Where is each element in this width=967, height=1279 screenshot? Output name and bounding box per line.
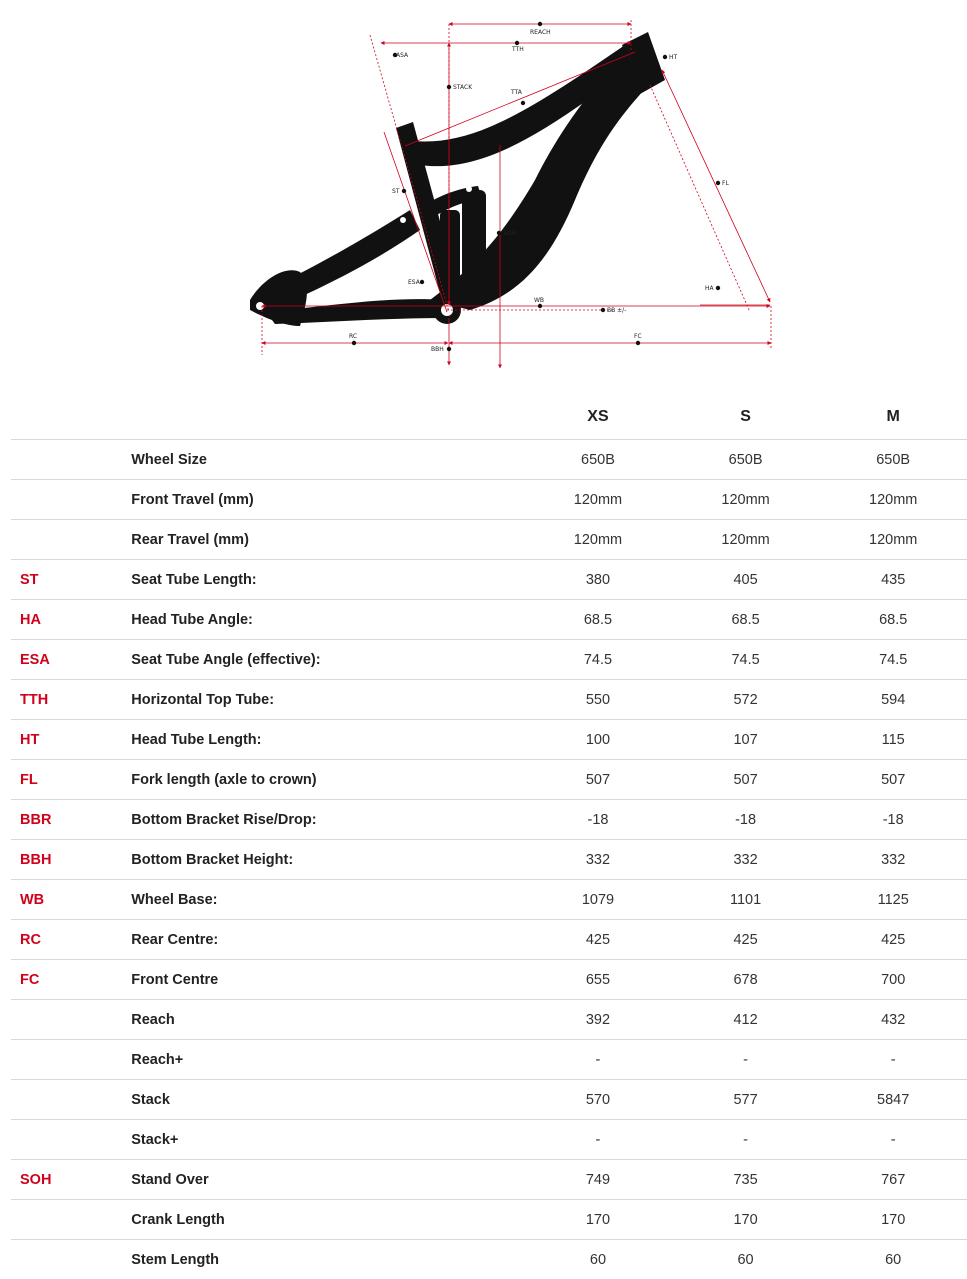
label-fc: FC — [634, 333, 642, 340]
table-row — [11, 600, 967, 640]
row-code: FC — [11, 960, 131, 1000]
label-ha: HA — [705, 285, 715, 292]
label-tth: TTH — [511, 46, 524, 53]
value-xs: -18 — [524, 800, 672, 840]
value-xs: 425 — [524, 920, 672, 960]
row-label: Front Travel (mm) — [131, 480, 524, 520]
label-stack: STACK — [453, 84, 473, 91]
value-m: -18 — [819, 800, 967, 840]
row-label: Stack+ — [131, 1120, 524, 1160]
value-s: 1101 — [672, 880, 820, 920]
value-xs: 507 — [524, 760, 672, 800]
row-code — [11, 1080, 131, 1120]
label-reach: REACH — [530, 29, 551, 36]
value-s: 120mm — [672, 520, 820, 560]
value-xs: 100 — [524, 720, 672, 760]
table-row — [11, 840, 967, 880]
bike-frame — [250, 32, 665, 326]
row-code: ST — [11, 560, 131, 600]
value-m: 1125 — [819, 880, 967, 920]
table-row — [11, 760, 967, 800]
table-row — [11, 1000, 967, 1040]
value-xs: 170 — [524, 1200, 672, 1240]
value-m: 594 — [819, 680, 967, 720]
label-ht: HT — [669, 54, 678, 61]
value-m: 435 — [819, 560, 967, 600]
row-code — [11, 1040, 131, 1080]
label-wb: WB — [534, 297, 544, 304]
row-label: Front Centre — [131, 960, 524, 1000]
row-code — [11, 1000, 131, 1040]
table-row — [11, 720, 967, 760]
value-m: 432 — [819, 1000, 967, 1040]
row-code — [11, 1120, 131, 1160]
value-s: 74.5 — [672, 640, 820, 680]
value-m: 170 — [819, 1200, 967, 1240]
row-code: BBH — [11, 840, 131, 880]
row-code: SOH — [11, 1160, 131, 1200]
table-row — [11, 560, 967, 600]
label-fl: FL — [722, 180, 729, 187]
value-s: 735 — [672, 1160, 820, 1200]
value-m: 332 — [819, 840, 967, 880]
value-m: 68.5 — [819, 600, 967, 640]
value-s: 425 — [672, 920, 820, 960]
value-m: 74.5 — [819, 640, 967, 680]
row-label: Head Tube Angle: — [131, 600, 524, 640]
value-xs: 570 — [524, 1080, 672, 1120]
row-code — [11, 480, 131, 520]
row-label: Seat Tube Length: — [131, 560, 524, 600]
label-rc: RC — [349, 333, 357, 340]
value-s: 650B — [672, 440, 820, 480]
row-label: Wheel Size — [131, 440, 524, 480]
header-size-m: M — [819, 395, 967, 440]
header-size-s: S — [672, 395, 820, 440]
value-s: 507 — [672, 760, 820, 800]
value-m: 5847 — [819, 1080, 967, 1120]
value-s: 68.5 — [672, 600, 820, 640]
table-row — [11, 1040, 967, 1080]
value-xs: 655 — [524, 960, 672, 1000]
row-code: WB — [11, 880, 131, 920]
row-label: Rear Centre: — [131, 920, 524, 960]
row-label: Stack — [131, 1080, 524, 1120]
geometry-table — [11, 395, 967, 1279]
value-xs: 1079 — [524, 880, 672, 920]
table-row — [11, 440, 967, 480]
value-xs: 392 — [524, 1000, 672, 1040]
table-row — [11, 1120, 967, 1160]
row-code: TTH — [11, 680, 131, 720]
value-s: - — [672, 1120, 820, 1160]
header-size-xs: XS — [524, 395, 672, 440]
row-code — [11, 1240, 131, 1279]
value-s: - — [672, 1040, 820, 1080]
value-s: 107 — [672, 720, 820, 760]
value-s: 120mm — [672, 480, 820, 520]
row-label: Head Tube Length: — [131, 720, 524, 760]
label-soh: SOH — [503, 230, 516, 237]
value-s: 412 — [672, 1000, 820, 1040]
table-row — [11, 680, 967, 720]
table-row — [11, 480, 967, 520]
value-m: 120mm — [819, 480, 967, 520]
value-s: 332 — [672, 840, 820, 880]
value-m: 507 — [819, 760, 967, 800]
row-code: BBR — [11, 800, 131, 840]
table-row — [11, 920, 967, 960]
table-row — [11, 1200, 967, 1240]
value-m: 650B — [819, 440, 967, 480]
value-s: 572 — [672, 680, 820, 720]
label-bbh: BBH — [431, 346, 444, 353]
value-xs: 332 — [524, 840, 672, 880]
value-s: 405 — [672, 560, 820, 600]
value-m: 115 — [819, 720, 967, 760]
value-s: 678 — [672, 960, 820, 1000]
table-row — [11, 960, 967, 1000]
value-xs: 74.5 — [524, 640, 672, 680]
table-row — [11, 1240, 967, 1279]
row-code: FL — [11, 760, 131, 800]
table-row — [11, 880, 967, 920]
value-s: -18 — [672, 800, 820, 840]
value-xs: 68.5 — [524, 600, 672, 640]
row-label: Rear Travel (mm) — [131, 520, 524, 560]
row-label: Seat Tube Angle (effective): — [131, 640, 524, 680]
label-bb: BB ±/- — [607, 307, 626, 314]
geometry-diagram — [0, 0, 967, 380]
table-row — [11, 800, 967, 840]
header-label — [131, 395, 524, 440]
value-xs: 380 — [524, 560, 672, 600]
row-label: Fork length (axle to crown) — [131, 760, 524, 800]
value-s: 60 — [672, 1240, 820, 1279]
value-m: - — [819, 1120, 967, 1160]
row-code: HA — [11, 600, 131, 640]
value-m: 60 — [819, 1240, 967, 1279]
value-m: - — [819, 1040, 967, 1080]
value-xs: 749 — [524, 1160, 672, 1200]
table-row — [11, 640, 967, 680]
value-m: 425 — [819, 920, 967, 960]
value-s: 170 — [672, 1200, 820, 1240]
row-code — [11, 1200, 131, 1240]
row-label: Horizontal Top Tube: — [131, 680, 524, 720]
value-xs: 60 — [524, 1240, 672, 1279]
row-code — [11, 520, 131, 560]
table-row — [11, 1080, 967, 1120]
row-label: Bottom Bracket Height: — [131, 840, 524, 880]
value-m: 767 — [819, 1160, 967, 1200]
table-row — [11, 1160, 967, 1200]
value-xs: 120mm — [524, 520, 672, 560]
row-code: RC — [11, 920, 131, 960]
row-label: Bottom Bracket Rise/Drop: — [131, 800, 524, 840]
value-xs: - — [524, 1120, 672, 1160]
row-label: Wheel Base: — [131, 880, 524, 920]
row-label: Reach — [131, 1000, 524, 1040]
label-asa: ASA — [396, 52, 409, 59]
table-row — [11, 520, 967, 560]
value-xs: 550 — [524, 680, 672, 720]
table-header-row — [11, 395, 967, 440]
row-code — [11, 440, 131, 480]
label-tta: TTA — [510, 89, 523, 96]
value-xs: - — [524, 1040, 672, 1080]
table-body — [11, 440, 967, 1279]
label-esa: ESA — [408, 279, 421, 286]
value-xs: 650B — [524, 440, 672, 480]
value-xs: 120mm — [524, 480, 672, 520]
header-code — [11, 395, 131, 440]
row-label: Reach+ — [131, 1040, 524, 1080]
row-code: HT — [11, 720, 131, 760]
row-code: ESA — [11, 640, 131, 680]
row-label: Stem Length — [131, 1240, 524, 1279]
label-st: ST — [392, 188, 400, 195]
row-label: Stand Over — [131, 1160, 524, 1200]
value-s: 577 — [672, 1080, 820, 1120]
value-m: 120mm — [819, 520, 967, 560]
row-label: Crank Length — [131, 1200, 524, 1240]
value-m: 700 — [819, 960, 967, 1000]
